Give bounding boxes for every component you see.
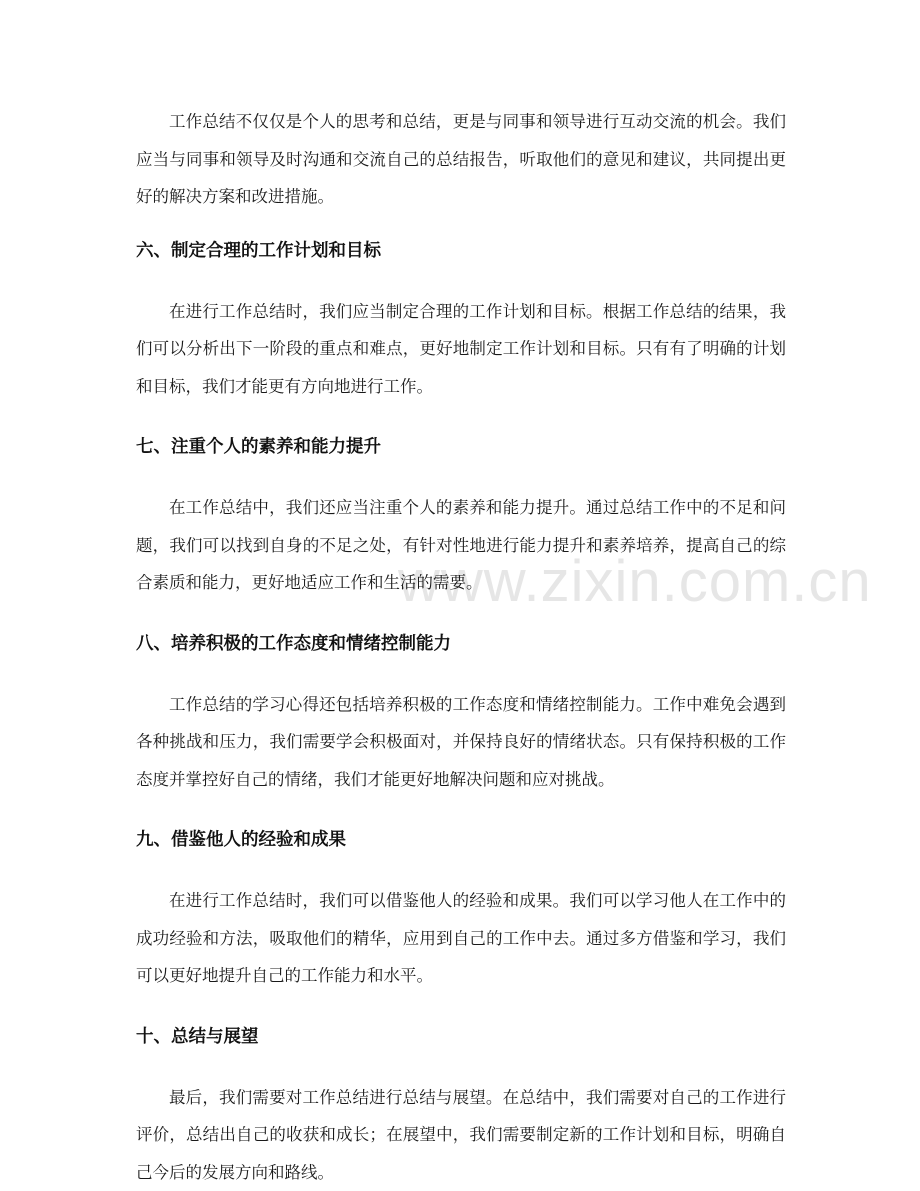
section-body-10: 最后，我们需要对工作总结进行总结与展望。在总结中，我们需要对自己的工作进行评价，总结出自己的收获和成长；在展望中，我们需要制定新的工作计划和目标，明确自己今后的发展方向和路线。 xyxy=(136,1087,786,1182)
section-heading-7: 七、注重个人的素养和能力提升 xyxy=(136,437,381,457)
watermark: www.zixin.com.cn xyxy=(398,549,872,614)
section-body-8: 工作总结的学习心得还包括培养积极的工作态度和情绪控制能力。工作中难免会遇到各种挑战和压力，我们需要学会积极面对，并保持良好的情绪状态。只有保持积极的工作态度并掌控好自己的情绪，我们才能更好地解决问题和应对挑战。 xyxy=(136,694,786,789)
section-body-9: 在进行工作总结时，我们可以借鉴他人的经验和成果。我们可以学习他人在工作中的成功经验和方法，吸取他们的精华，应用到自己的工作中去。通过多方借鉴和学习，我们可以更好地提升自己的工作能力和水平。 xyxy=(136,891,786,985)
section-body-7: 在工作总结中，我们还应当注重个人的素养和能力提升。通过总结工作中的不足和问题，我们可以找到自身的不足之处，有针对性地进行能力提升和素养培养，提高自己的综合素质和能力，更好地适应工作和生活的需要。 xyxy=(136,498,786,592)
document-content xyxy=(136,103,786,1191)
section-heading-9: 九、借鉴他人的经验和成果 xyxy=(136,830,346,850)
intro-paragraph: 工作总结不仅仅是个人的思考和总结，更是与同事和领导进行互动交流的机会。我们应当与同事和领导及时沟通和交流自己的总结报告，听取他们的意见和建议，共同提出更好的解决方案和改进措施。 xyxy=(136,112,786,206)
section-heading-10: 十、总结与展望 xyxy=(136,1026,259,1047)
section-body-6: 在进行工作总结时，我们应当制定合理的工作计划和目标。根据工作总结的结果，我们可以分析出下一阶段的重点和难点，更好地制定工作计划和目标。只有有了明确的计划和目标，我们才能更有方向地进行工作。 xyxy=(136,301,786,396)
section-heading-6: 六、制定合理的工作计划和目标 xyxy=(136,240,381,261)
section-heading-8: 八、培养积极的工作态度和情绪控制能力 xyxy=(136,633,451,654)
